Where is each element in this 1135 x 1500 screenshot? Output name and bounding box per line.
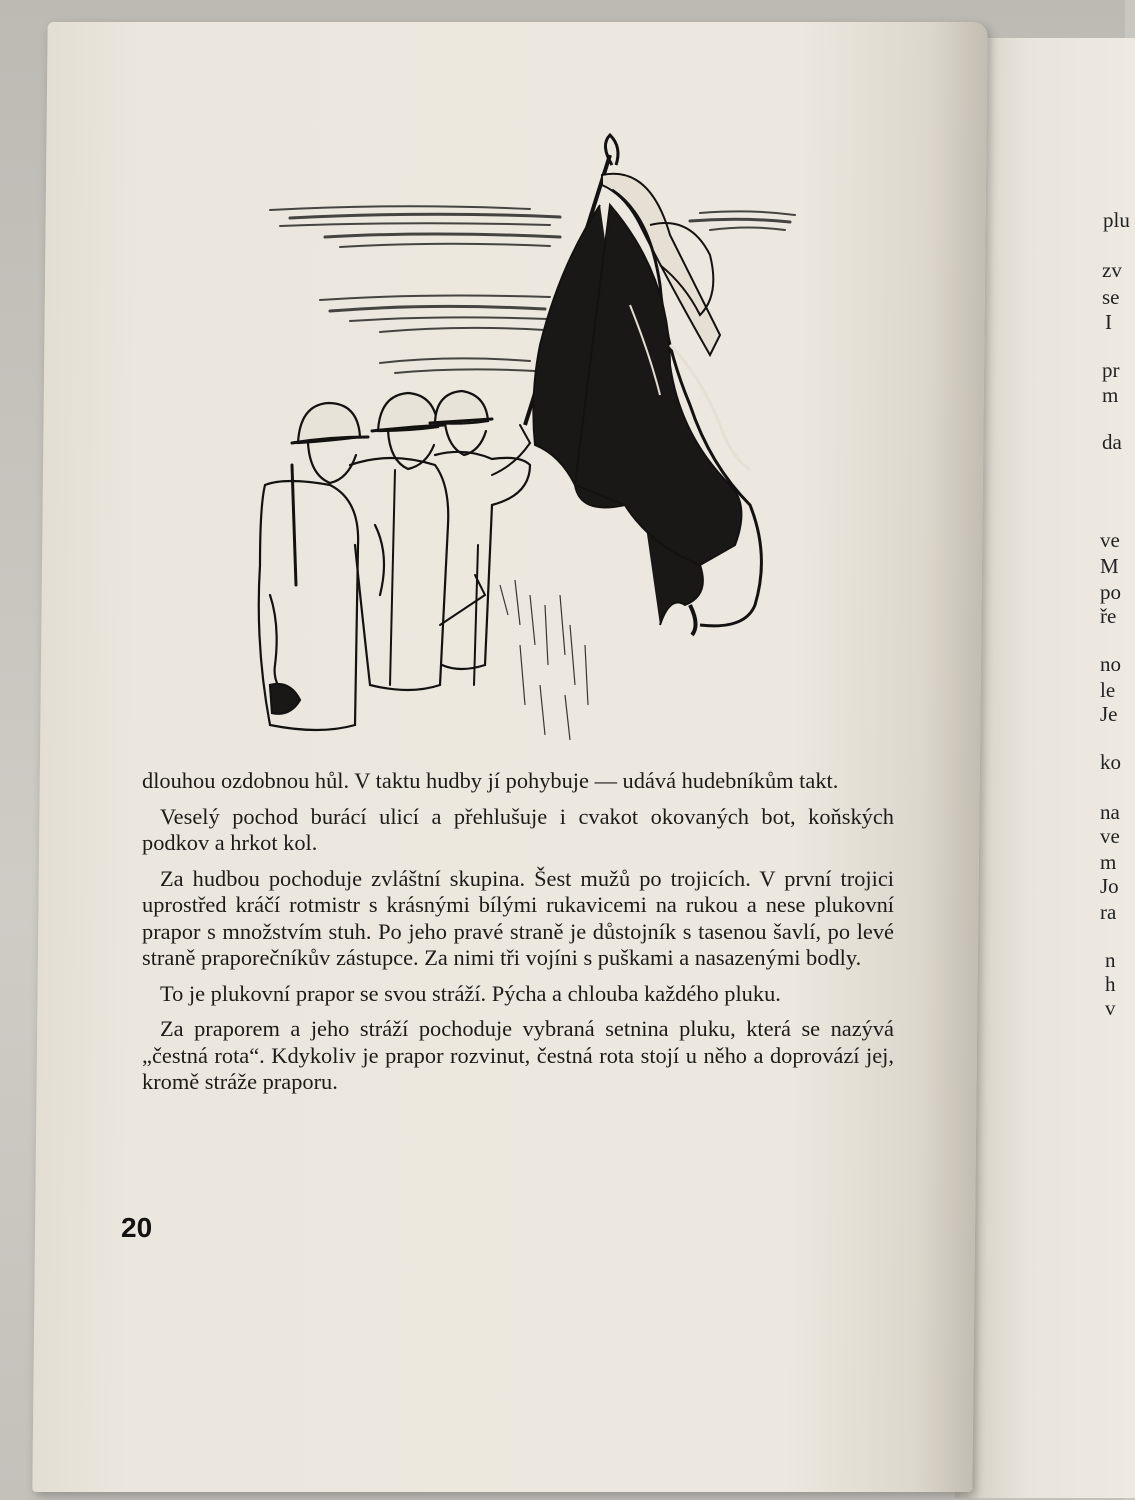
paragraph: Za praporem a jeho stráží pochoduje vybraná setnina pluku, která se nazývá „čestná rota“. Kdykoliv je prapor rozvinut, čestná rota stojí u něho a doprovází jej, kromě stráže praporu. (142, 1016, 894, 1094)
flag (525, 135, 761, 635)
right-page-fragment: na (1100, 800, 1120, 824)
paragraph: dlouhou ozdobnou hůl. V taktu hudby jí pohybuje — udává hudebníkům takt. (142, 768, 839, 793)
right-page-fragment: le (1100, 678, 1116, 702)
right-page-fragment: m (1102, 383, 1119, 407)
flag-guard-illustration (230, 125, 800, 750)
right-page-fragment: plu (1103, 208, 1130, 232)
right-page-fragment: ve (1100, 824, 1120, 848)
right-page-fragment: Jo (1100, 874, 1119, 898)
sky-hatching (270, 206, 795, 373)
right-page-fragment: m (1100, 850, 1117, 874)
right-page-fragment: se (1102, 285, 1120, 309)
right-page-fragment: pr (1102, 358, 1120, 382)
paragraph: Za hudbou pochoduje zvláštní skupina. Šest mužů po trojicích. V první trojici uprostřed kráčí rotmistr s krásnými bílými rukavicemi na rukou a nese plukovní prapor s množstvím stuh. Po jeho pravé straně je důstojník s tasenou šavlí, po levé straně praporečníkův zástupce. Za nimi tři vojíni s puškami a nasazenými bodly. (142, 865, 894, 970)
right-page-fragment: v (1105, 996, 1116, 1020)
right-page-fragment: ra (1100, 900, 1117, 924)
body-text (142, 768, 894, 1105)
right-page-fragment: po (1100, 580, 1121, 604)
ground-scribbles (500, 580, 588, 740)
right-page-fragment: I (1105, 310, 1112, 334)
paragraph: To je plukovní prapor se svou stráží. Pýcha a chlouba každého pluku. (160, 980, 781, 1006)
right-page-fragment: ře (1100, 604, 1117, 628)
soldiers (259, 391, 530, 730)
right-page-fragment: M (1100, 554, 1119, 578)
right-page-fragment: n (1105, 948, 1116, 972)
right-page-fragment: h (1105, 972, 1116, 996)
right-page-fragment: da (1102, 430, 1122, 454)
right-page-fragment: Je (1100, 702, 1118, 726)
right-page-fragment: zv (1102, 258, 1122, 282)
page-number: 20 (121, 1212, 153, 1243)
right-page-fragment: ve (1100, 528, 1120, 552)
right-page-fragment: ko (1100, 750, 1121, 774)
paragraph: Veselý pochod burácí ulicí a přehlušuje i cvakot okovaných bot, koňských podkov a hrkot kol. (142, 803, 894, 855)
right-page-fragment: no (1100, 652, 1121, 676)
